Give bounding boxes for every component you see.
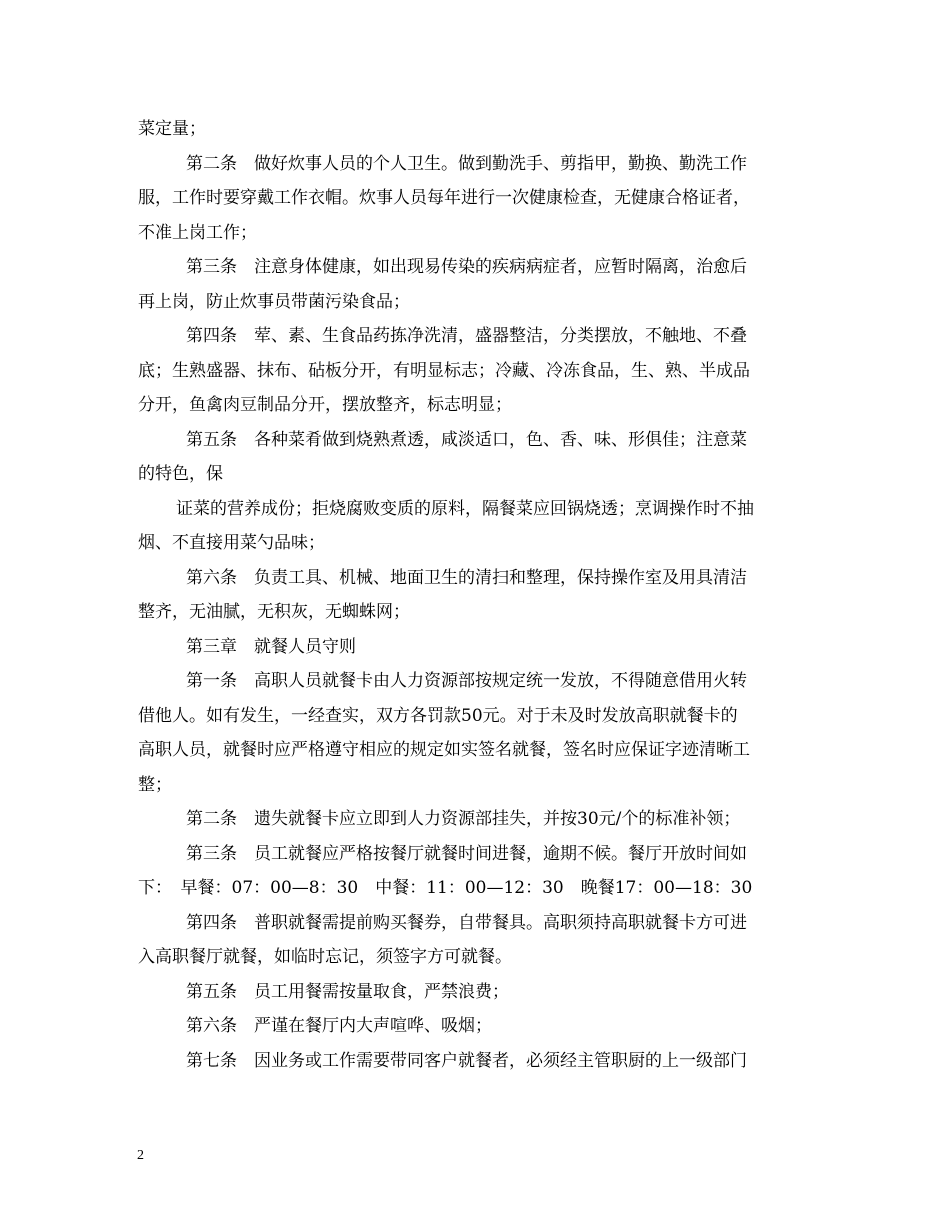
text-line: 分开，鱼禽肉豆制品分开，摆放整齐，标志明显； [138,395,512,415]
text-line: 再上岗，防止炊事员带菌污染食品； [138,291,410,312]
text-line: 高职人员，就餐时应严格遵守相应的规定如实签名就餐，签名时应保证字迹清晰工 [138,740,750,760]
text-line: 第五条 各种菜肴做到烧熟煮透，咸淡适口，色、香、味、形俱佳；注意菜 [186,429,747,450]
text-line: 第四条 荤、素、生食品药拣净洗清，盛器整洁，分类摆放，不触地、不叠 [186,326,747,346]
text-line: 第一条 高职人员就餐卡由人力资源部按规定统一发放，不得随意借用火转 [186,671,747,691]
text-line: 的特色，保 [138,464,223,484]
text-line: 借他人。如有发生，一经查实，双方各罚款50元。对于未及时发放高职就餐卡的 [138,705,738,726]
text-line: 菜定量； [138,119,206,139]
text-line: 第二条 做好炊事人员的个人卫生。做到勤洗手、剪指甲，勤换、勤洗工作 [186,153,747,174]
text-line: 证菜的营养成份；拒烧腐败变质的原料，隔餐菜应回锅烧透；烹调操作时不抽 [176,498,754,519]
text-line: 第四条 普职就餐需提前购买餐券，自带餐具。高职须持高职就餐卡方可进 [186,912,747,933]
text-line: 入高职餐厅就餐，如临时忘记，须签字方可就餐。 [138,947,512,967]
text-line: 整齐，无油腻，无积灰，无蜘蛛网； [138,602,410,622]
text-line: 第六条 负责工具、机械、地面卫生的清扫和整理，保持操作室及用具清洁 [186,567,747,588]
text-line: 底；生熟盛器、抹布、砧板分开，有明显标志；冷藏、冷冻食品，生、熟、半成品 [138,360,750,381]
text-line: 第六条 严谨在餐厅内大声喧哗、吸烟； [186,1016,492,1036]
text-line: 第七条 因业务或工作需要带同客户就餐者，必须经主管职厨的上一级部门 [186,1050,747,1071]
text-line: 第三条 员工就餐应严格按餐厅就餐时间进餐，逾期不候。餐厅开放时间如 [186,843,747,864]
text-line: 服，工作时要穿戴工作衣帽。炊事人员每年进行一次健康检查，无健康合格证者， [138,188,750,208]
page-number: 2 [137,1148,144,1163]
text-line: 下： 早餐：07：00—8：30 中餐：11：00—12：30 晚餐17：00—18：30 [138,878,753,898]
chapter-heading: 第三章 就餐人员守则 [186,636,356,657]
text-line: 整； [138,774,172,795]
text-line: 烟、不直接用菜勺品味； [138,533,325,553]
text-line: 不准上岗工作； [138,222,257,243]
text-line: 第二条 遗失就餐卡应立即到人力资源部挂失，并按30元/个的标准补领； [186,809,741,829]
body-text [138,112,812,1078]
text-line: 第五条 员工用餐需按量取食，严禁浪费； [186,981,509,1002]
text-line: 第三条 注意身体健康，如出现易传染的疾病病症者，应暂时隔离，治愈后 [186,257,747,277]
